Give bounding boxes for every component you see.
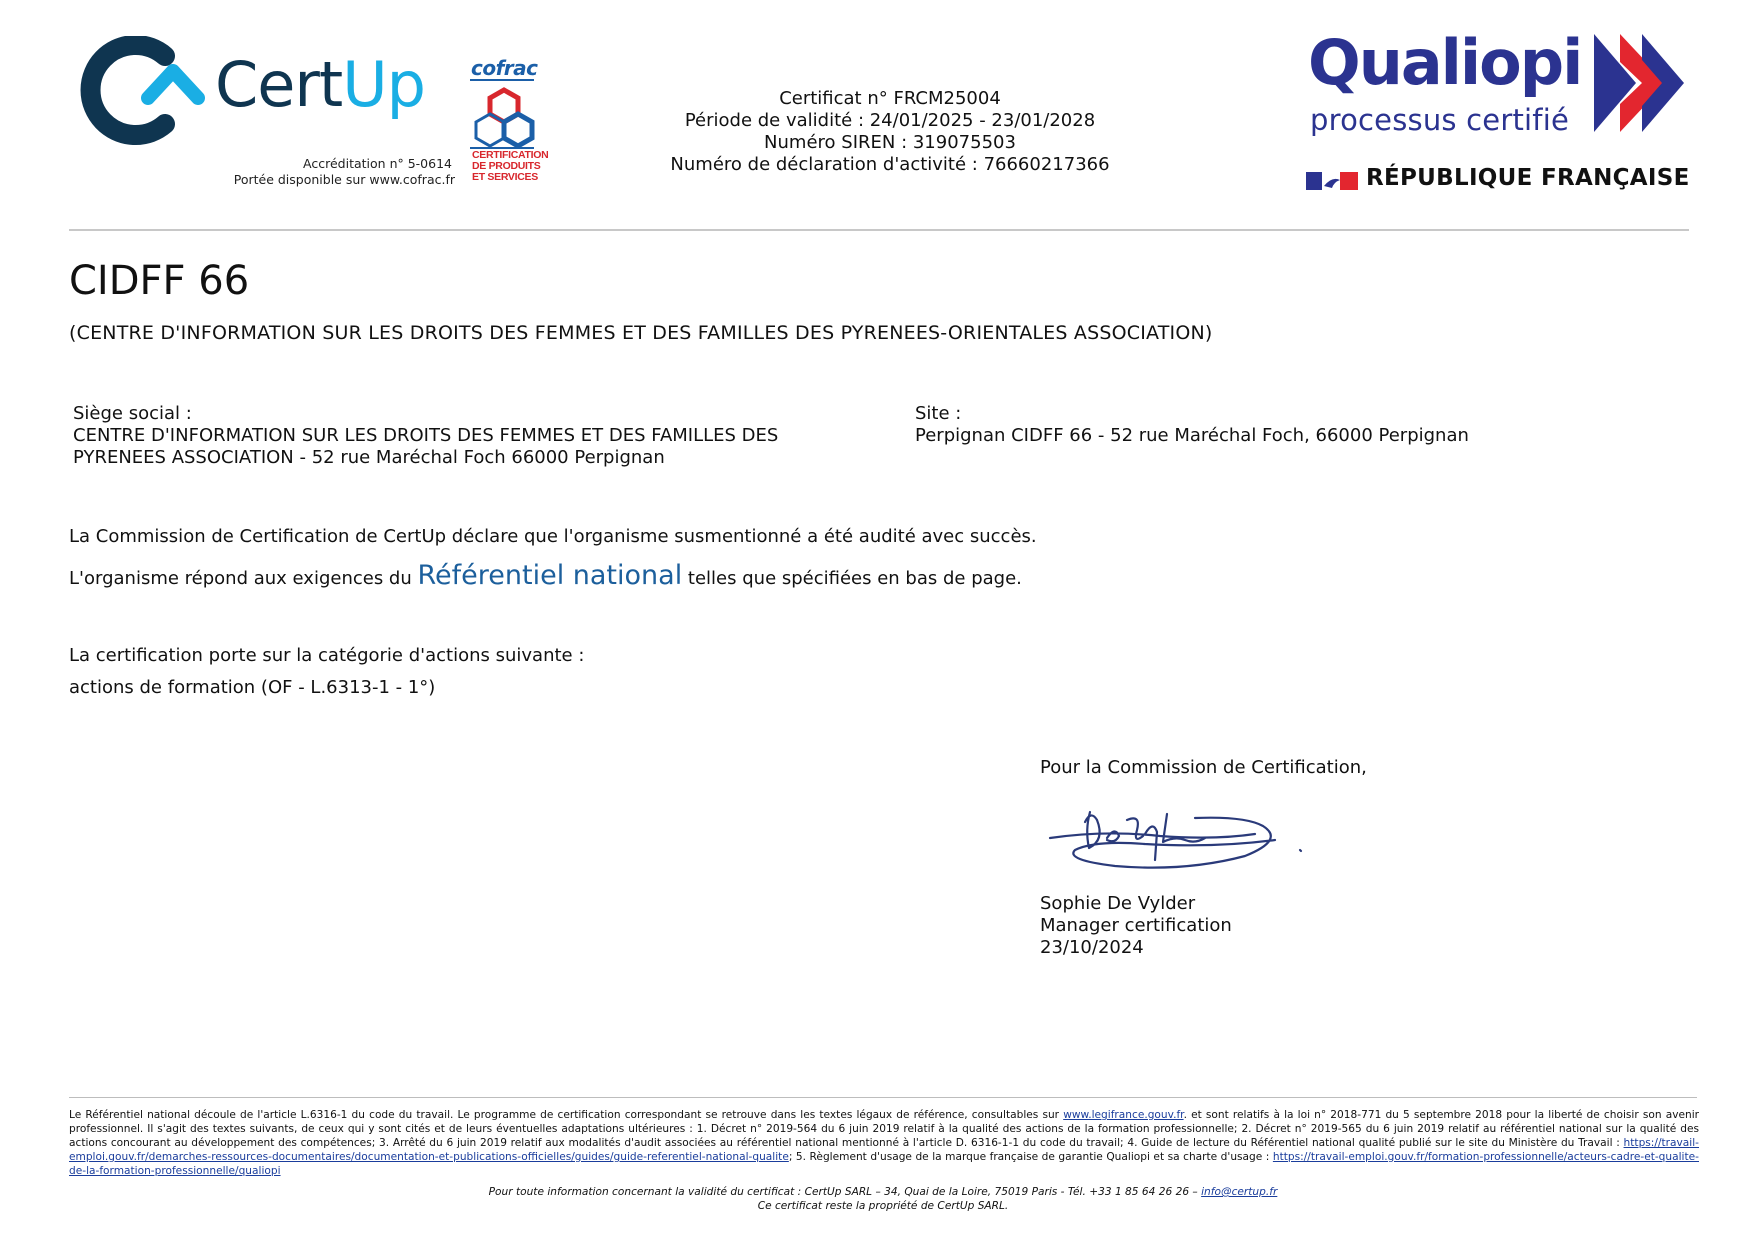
commission-label: Pour la Commission de Certification, — [1040, 757, 1367, 778]
certup-wordmark — [215, 48, 425, 121]
accreditation-number: Accréditation n° 5-0614 — [303, 156, 452, 171]
organization-full-name: (CENTRE D'INFORMATION SUR LES DROITS DES FEMMES ET DES FAMILLES DES PYRENEES-ORIENTALES ASSOCIATION) — [69, 322, 1213, 344]
marianne-flag-icon — [1306, 170, 1362, 192]
siege-social-block — [73, 403, 873, 469]
site-block — [915, 403, 1615, 447]
legal-text: . et sont relatifs à la loi n° 2018-771 du 5 septembre 2018 pour la liberté de choisir son avenir professionnel. Il s'agit des textes suivants, de ceux qui y sont cités et de leurs éventuelles adaptations ultérieures : 1. Décret n° 2019-564 du 6 juin 2019 relatif à la qualité des actions de la formation professionnelle; 2. Décret n° 2019-565 du 6 juin 2019 relatif au référentiel national sur la qualité des actions concourant au développement des compétences; 3. Arrêté du 6 juin 2019 relatif aux modalités d'audit associées au référentiel national mentionné à l'article D. 6316-1-1 du code du travail; 4. Guide de lecture du Référentiel national qualité publié sur le site du Ministère du Travail : — [69, 1109, 1699, 1149]
requirements-text: telles que spécifiées en bas de page. — [682, 568, 1022, 589]
header-divider — [69, 229, 1689, 231]
siege-address-line: CENTRE D'INFORMATION SUR LES DROITS DES FEMMES ET DES FAMILLES DES — [73, 425, 779, 446]
signer-name: Sophie De Vylder — [1040, 893, 1196, 914]
footer-contact — [69, 1185, 1697, 1213]
republique-francaise: RÉPUBLIQUE FRANÇAISE — [1366, 165, 1690, 191]
requirements-text: L'organisme répond aux exigences du — [69, 568, 418, 589]
signer-block — [1040, 893, 1232, 959]
qualiopi-arrows-icon — [1594, 34, 1684, 132]
cofrac-cert-line: CERTIFICATION — [472, 149, 549, 161]
cofrac-wordmark: cofrac — [471, 56, 538, 80]
activity-declaration: Numéro de déclaration d'activité : 76660217366 — [670, 154, 1110, 175]
qualiopi-subtitle: processus certifié — [1310, 103, 1569, 137]
contact-line — [69, 1185, 1697, 1199]
cofrac-cert-line: ET SERVICES — [472, 171, 538, 183]
cofrac-certification-label — [472, 149, 549, 183]
qualiopi-usage-link[interactable]: https://travail-emploi.gouv.fr/formation-professionnelle/acteurs-cadre-et-qualite-de-la-formation-professionnelle/qualiopi — [69, 1151, 1699, 1177]
certificate-number: Certificat n° FRCM25004 — [779, 88, 1001, 109]
contact-text: Pour toute information concernant la validité du certificat : CertUp SARL – 34, Quai de la Loire, 75019 Paris - Tél. +33 1 85 64 26 26 – — [488, 1186, 1202, 1198]
certup-word-up: Up — [342, 48, 425, 121]
footer-divider — [69, 1097, 1697, 1098]
legifrance-link[interactable]: www.legifrance.gouv.fr — [1063, 1109, 1184, 1121]
category-title: La certification porte sur la catégorie d'actions suivante : — [69, 645, 585, 666]
signature-icon — [1045, 800, 1315, 875]
legal-text: Le Référentiel national découle de l'article L.6316-1 du code du travail. Le programme de certification correspondant se retrouve dans les textes légaux de référence, consultables sur — [69, 1109, 1064, 1121]
qualiopi-wordmark: Qualiopi — [1308, 26, 1582, 99]
category-value: actions de formation (OF - L.6313-1 - 1°) — [69, 677, 436, 698]
signer-role: Manager certification — [1040, 915, 1232, 936]
referentiel-national-label: Référentiel national — [417, 560, 683, 591]
certificate-info — [600, 88, 1180, 176]
portee-text: Portée disponible sur www.cofrac.fr — [233, 172, 455, 187]
audit-declaration: La Commission de Certification de CertUp déclare que l'organisme susmentionné a été audité avec succès. — [69, 526, 1037, 547]
site-label: Site : — [915, 403, 962, 424]
legal-text: ; 5. Règlement d'usage de la marque française de garantie Qualiopi et sa charte d'usage : — [788, 1151, 1273, 1163]
cofrac-cert-line: DE PRODUITS — [472, 160, 541, 172]
validity-period: Période de validité : 24/01/2025 - 23/01/2028 — [684, 110, 1096, 131]
contact-email-link[interactable]: info@certup.fr — [1201, 1186, 1278, 1198]
siege-label: Siège social : — [73, 403, 192, 424]
signature-date: 23/10/2024 — [1040, 937, 1144, 958]
certup-word-cert: Cert — [215, 48, 343, 121]
footer-legal-text — [69, 1108, 1699, 1178]
siege-address-line: PYRENEES ASSOCIATION - 52 rue Maréchal Foch 66000 Perpignan — [73, 447, 665, 468]
property-line: Ce certificat reste la propriété de CertUp SARL. — [757, 1200, 1009, 1212]
siren-number: Numéro SIREN : 319075503 — [764, 132, 1016, 153]
guide-referentiel-link[interactable]: https://travail-emploi.gouv.fr/demarches-ressources-documentaires/documentation-et-publications-officielles/guides/guide-referentiel-national-qualite — [69, 1137, 1699, 1163]
handwritten-signature — [1045, 800, 1315, 875]
requirements-statement — [69, 560, 1022, 591]
organization-name: CIDFF 66 — [69, 258, 250, 304]
site-address: Perpignan CIDFF 66 - 52 rue Maréchal Foch, 66000 Perpignan — [915, 425, 1469, 446]
